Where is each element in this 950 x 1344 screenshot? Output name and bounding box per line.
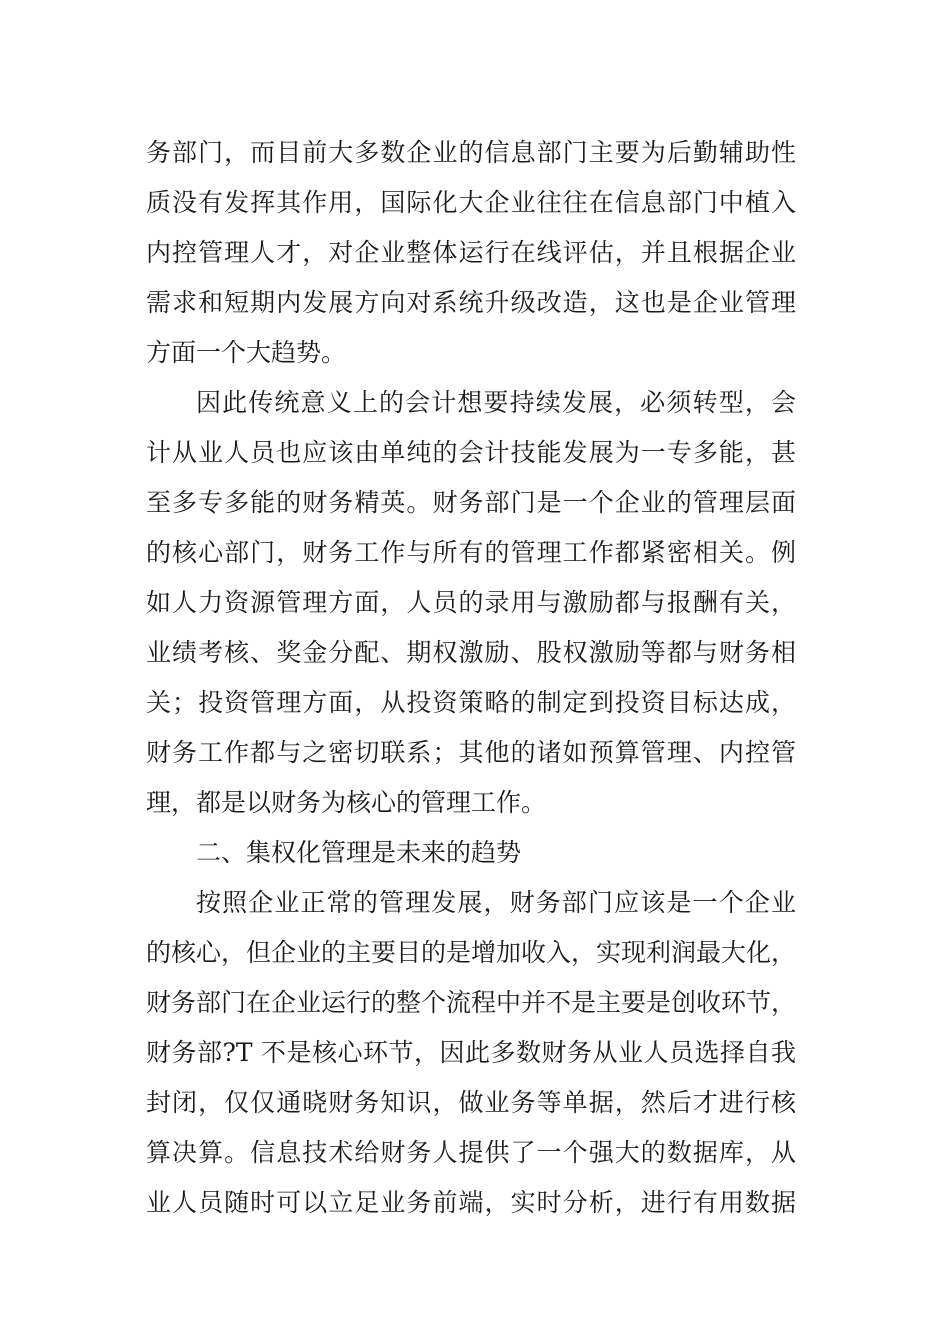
text-line: 封闭，仅仅通晓财务知识，做业务等单据，然后才进行核 xyxy=(146,1088,796,1117)
section-heading: 二、集权化管理是未来的趋势 xyxy=(196,838,522,867)
text-line: 关；投资管理方面，从投资策略的制定到投资目标达成， xyxy=(146,688,796,717)
text-line: 财务工作都与之密切联系；其他的诸如预算管理、内控管 xyxy=(146,738,796,767)
text-line: 务部门，而目前大多数企业的信息部门主要为后勤辅助性 xyxy=(146,138,796,167)
text-line: 的核心，但企业的主要目的是增加收入，实现利润最大化， xyxy=(146,938,796,967)
text-line: 业人员随时可以立足业务前端，实时分析，进行有用数据 xyxy=(146,1188,796,1217)
text-line: 内控管理人才，对企业整体运行在线评估，并且根据企业 xyxy=(146,238,796,267)
text-line: 至多专多能的财务精英。财务部门是一个企业的管理层面 xyxy=(146,488,796,517)
text-line: 因此传统意义上的会计想要持续发展，必须转型，会 xyxy=(196,388,796,417)
text-line: 需求和短期内发展方向对系统升级改造，这也是企业管理 xyxy=(146,288,796,317)
text-line: 计从业人员也应该由单纯的会计技能发展为一专多能，甚 xyxy=(146,438,796,467)
text-line: 财务部门在企业运行的整个流程中并不是主要是创收环节， xyxy=(146,988,796,1017)
text-line: 业绩考核、奖金分配、期权激励、股权激励等都与财务相 xyxy=(146,638,796,667)
text-line: 的核心部门，财务工作与所有的管理工作都紧密相关。例 xyxy=(146,538,796,567)
text-line: 算决算。信息技术给财务人提供了一个强大的数据库，从 xyxy=(146,1138,796,1167)
text-line: 方面一个大趋势。 xyxy=(146,338,347,367)
text-line: 财务部?T 不是核心环节，因此多数财务从业人员选择自我 xyxy=(146,1038,796,1067)
text-line: 如人力资源管理方面，人员的录用与激励都与报酬有关， xyxy=(146,588,796,617)
body-text xyxy=(146,128,796,1228)
text-line: 理，都是以财务为核心的管理工作。 xyxy=(146,788,547,817)
text-line: 按照企业正常的管理发展，财务部门应该是一个企业 xyxy=(196,888,796,917)
text-line: 质没有发挥其作用，国际化大企业往往在信息部门中植入 xyxy=(146,188,796,217)
